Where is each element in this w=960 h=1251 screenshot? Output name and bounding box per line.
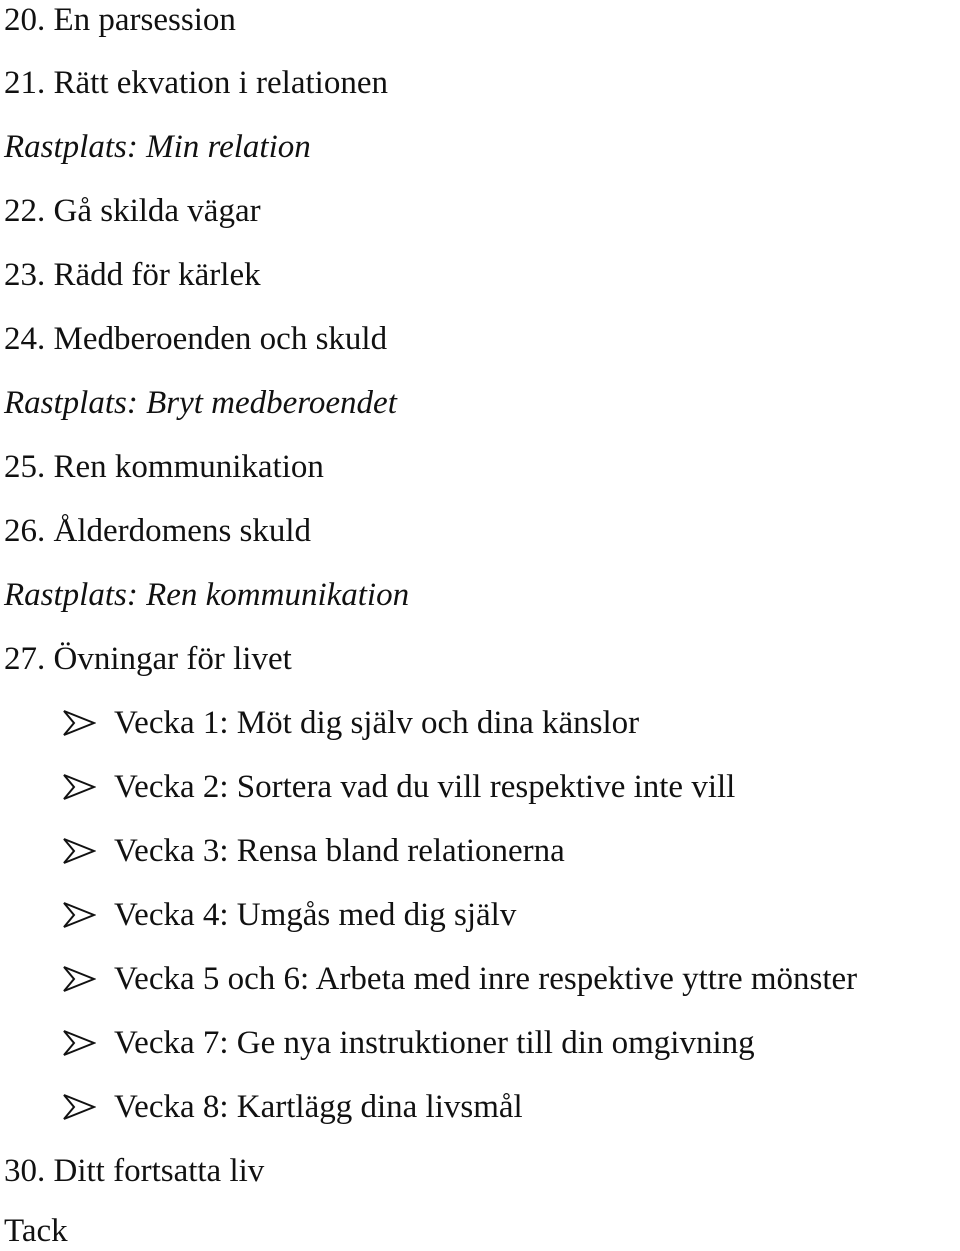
toc-entry-23: 23. Rädd för kärlek [4, 257, 261, 293]
toc-entry-30: 30. Ditt fortsatta liv [4, 1153, 265, 1189]
week-1-label: Vecka 1: Möt dig själv och dina känslor [114, 705, 640, 741]
toc-entry-24: 24. Medberoenden och skuld [4, 321, 388, 357]
arrowhead-bullet-icon [62, 773, 96, 801]
week-2-label: Vecka 2: Sortera vad du vill respektive inte vill [114, 769, 736, 805]
arrowhead-bullet-icon [62, 965, 96, 993]
toc-rastplats-min-relation: Rastplats: Min relation [4, 129, 311, 165]
toc-entry-25: 25. Ren kommunikation [4, 449, 324, 485]
arrowhead-bullet-icon [62, 837, 96, 865]
week-5-6-label: Vecka 5 och 6: Arbeta med inre respektive yttre mönster [114, 961, 858, 997]
week-3-label: Vecka 3: Rensa bland relationerna [114, 833, 565, 869]
toc-entry-22: 22. Gå skilda vägar [4, 193, 261, 229]
toc-entry-27: 27. Övningar för livet [4, 641, 292, 677]
arrowhead-bullet-icon [62, 1029, 96, 1057]
toc-entry-26: 26. Ålderdomens skuld [4, 513, 312, 549]
arrowhead-bullet-icon [62, 709, 96, 737]
toc-rastplats-ren-kommunikation: Rastplats: Ren kommunikation [4, 577, 410, 613]
toc-rastplats-bryt-medberoendet: Rastplats: Bryt medberoendet [4, 385, 397, 421]
arrowhead-bullet-icon [62, 1093, 96, 1121]
week-7-label: Vecka 7: Ge nya instruktioner till din omgivning [114, 1025, 755, 1061]
toc-entry-20: 20. En parsession [4, 2, 236, 38]
toc-entry-21: 21. Rätt ekvation i relationen [4, 65, 388, 101]
week-4-label: Vecka 4: Umgås med dig själv [114, 897, 517, 933]
week-8-label: Vecka 8: Kartlägg dina livsmål [114, 1089, 523, 1125]
toc-entry-tack: Tack [4, 1213, 68, 1249]
arrowhead-bullet-icon [62, 901, 96, 929]
